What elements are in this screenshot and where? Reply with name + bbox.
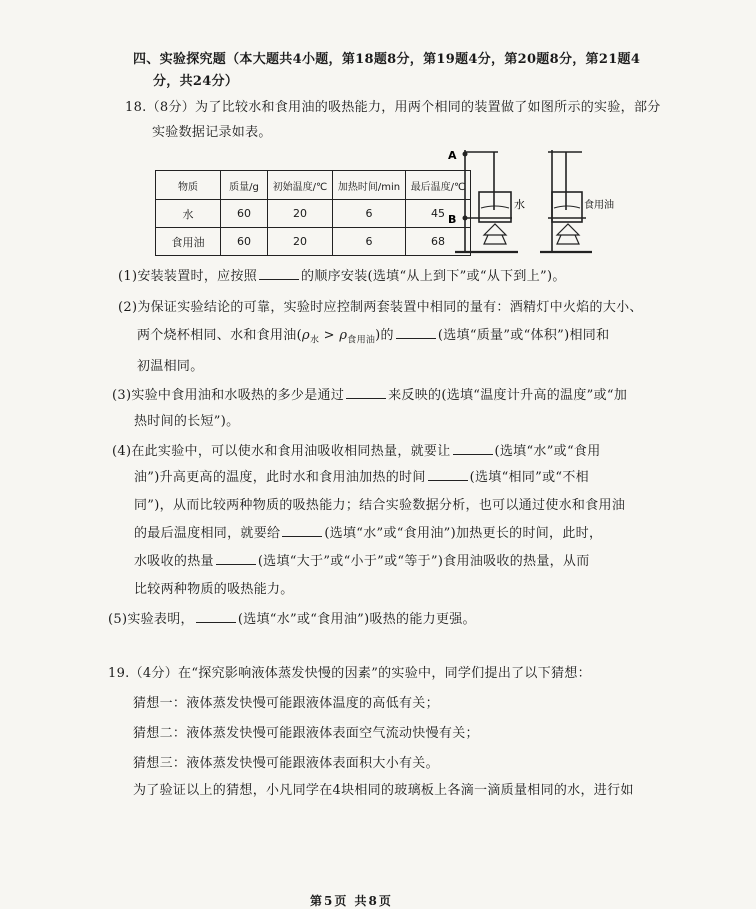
q18-part2-text-a: 两个烧杯相同、水和食用油( xyxy=(137,328,302,343)
q18-intro-line2: 实验数据记录如表。 xyxy=(152,125,272,140)
answer-blank[interactable] xyxy=(453,442,493,455)
q18-part4-line3: 同”)，从而比较两种物质的吸热能力；结合实验数据分析，也可以通过使水和食用油 xyxy=(134,498,626,513)
left-apparatus xyxy=(455,150,518,252)
table-cell: 6 xyxy=(333,200,406,228)
rho-symbol: ρ xyxy=(339,328,348,343)
table-header-cell: 初始温度/℃ xyxy=(268,171,333,200)
table-header-row xyxy=(156,171,471,200)
q18-part4-text-d: (选填“相同”或“不相 xyxy=(469,470,589,485)
q18-part2-text-c: (选填“质量”或“体积”)相同和 xyxy=(437,328,610,343)
answer-blank[interactable] xyxy=(346,386,386,399)
q18-part4-line4 xyxy=(134,522,602,541)
label-water: 水 xyxy=(514,198,525,211)
q18-part1-text-a: (1)安装装置时，应按照 xyxy=(118,269,258,284)
q19-guess2: 猜想二：液体蒸发快慢可能跟液体表面空气流动快慢有关； xyxy=(133,726,479,741)
point-a-marker xyxy=(463,152,468,157)
point-b-marker xyxy=(463,216,468,221)
q18-part2-line1: (2)为保证实验结论的可靠，实验时应控制两套装置中相同的量有：酒精灯中火焰的大小、 xyxy=(118,300,643,315)
table-cell: 45 xyxy=(406,200,471,228)
q19-guess1: 猜想一：液体蒸发快慢可能跟液体温度的高低有关； xyxy=(133,696,439,711)
page-footer: 第5页 共8页 xyxy=(310,894,393,908)
answer-blank[interactable] xyxy=(428,468,468,481)
label-oil: 食用油 xyxy=(584,200,614,211)
answer-blank[interactable] xyxy=(216,552,256,565)
q18-part4-text-h: (选填“大于”或“小于”或“等于”)食用油吸收的热量，从而 xyxy=(257,554,590,569)
answer-blank[interactable] xyxy=(282,524,322,537)
q18-part4-text-f: (选填“水”或“食用油”)加热更长的时间，此时， xyxy=(324,526,603,541)
q18-part4-line6: 比较两种物质的吸热能力。 xyxy=(134,582,294,597)
greater-than-sign: > xyxy=(319,328,340,343)
table-cell: 60 xyxy=(221,200,268,228)
rho-oil-subscript: 食用油 xyxy=(347,335,376,346)
q18-part5 xyxy=(108,608,476,627)
data-table xyxy=(155,170,471,256)
q18-part4-text-c: 油”)升高更高的温度，此时水和食用油加热的时间 xyxy=(134,470,426,485)
q18-part5-text-a: (5)实验表明， xyxy=(108,612,194,627)
label-b: B xyxy=(448,213,457,226)
table-cell: 60 xyxy=(221,228,268,256)
q19-last-line: 为了验证以上的猜想，小凡同学在4块相同的玻璃板上各滴一滴质量相同的水，进行如 xyxy=(133,783,634,798)
table-cell: 20 xyxy=(268,200,333,228)
answer-blank[interactable] xyxy=(396,326,436,339)
q18-part3-text-b: 来反映的(选填“温度计升高的温度”或“加 xyxy=(388,388,628,403)
table-cell: 水 xyxy=(156,200,221,228)
section-title-line2: 分，共24分） xyxy=(153,74,239,89)
table-cell: 食用油 xyxy=(156,228,221,256)
q18-part2-line2 xyxy=(137,324,609,346)
q18-part4-text-g: 水吸收的热量 xyxy=(134,554,214,569)
q18-part4-line5 xyxy=(134,550,590,569)
q18-part2-text-b: )的 xyxy=(375,328,394,343)
q18-part5-text-b: (选填“水”或“食用油”)吸热的能力更强。 xyxy=(237,612,476,627)
apparatus-figure xyxy=(440,140,625,260)
q18-part4-text-a: (4)在此实验中，可以使水和食用油吸收相同热量，就要让 xyxy=(112,444,451,459)
table-row xyxy=(156,200,471,228)
q18-part4-line1 xyxy=(112,440,601,459)
table-row xyxy=(156,228,471,256)
section-title-line1: 四、实验探究题（本大题共4小题，第18题8分，第19题4分，第20题8分，第21题4 xyxy=(133,52,641,67)
q19-intro: 19.（4分）在“探究影响液体蒸发快慢的因素”的实验中，同学们提出了以下猜想： xyxy=(108,666,591,681)
rho-symbol: ρ xyxy=(301,328,310,343)
q18-part3-line2: 热时间的长短”)。 xyxy=(134,414,240,429)
answer-blank[interactable] xyxy=(196,610,236,623)
table-cell: 6 xyxy=(333,228,406,256)
table-header-cell: 质量/g xyxy=(221,171,268,200)
label-a: A xyxy=(448,149,457,162)
table-header-cell: 物质 xyxy=(156,171,221,200)
q18-part4-line2 xyxy=(134,466,589,485)
rho-water-subscript: 水 xyxy=(309,335,320,346)
table-header-cell: 最后温度/℃ xyxy=(406,171,471,200)
q18-part3-line1 xyxy=(112,384,627,403)
q18-intro-line1: 18.（8分）为了比较水和食用油的吸热能力，用两个相同的装置做了如图所示的实验，部分 xyxy=(125,100,661,115)
table-cell: 20 xyxy=(268,228,333,256)
q18-part1 xyxy=(118,265,566,284)
q18-part3-text-a: (3)实验中食用油和水吸热的多少是通过 xyxy=(112,388,345,403)
q18-part1-text-b: 的顺序安装(选填“从上到下”或“从下到上”)。 xyxy=(301,269,566,284)
table-header-cell: 加热时间/min xyxy=(333,171,406,200)
table-cell: 68 xyxy=(406,228,471,256)
answer-blank[interactable] xyxy=(259,267,299,280)
q18-part2-line3: 初温相同。 xyxy=(137,359,204,374)
q19-guess3: 猜想三：液体蒸发快慢可能跟液体表面积大小有关。 xyxy=(133,756,439,771)
q18-part4-text-e: 的最后温度相同，就要给 xyxy=(134,526,281,541)
q18-part4-text-b: (选填“水”或“食用 xyxy=(494,444,601,459)
